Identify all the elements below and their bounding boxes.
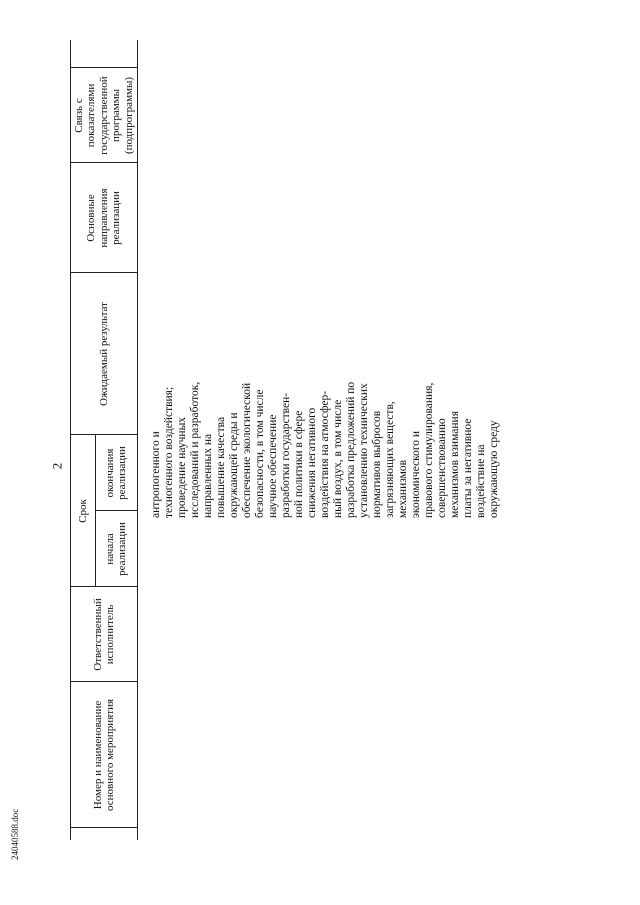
blank-cell-end <box>71 40 138 68</box>
rotated-table-header <box>70 40 156 840</box>
footer-code: 24040588.doc <box>10 808 20 860</box>
result-line: обеспечение экологической <box>241 382 253 518</box>
result-line: загрязняющих веществ, <box>384 401 396 518</box>
result-line: платы за негативное <box>462 418 474 518</box>
result-line: ной политики в сфере <box>293 410 305 518</box>
header-expected-result: Ожидаемый результат <box>71 273 138 435</box>
result-line: механизмов <box>397 459 409 518</box>
result-line: окружающей среды и <box>228 412 240 518</box>
result-line: разработки государствен- <box>280 392 292 518</box>
result-line: проведение научных <box>176 416 188 518</box>
result-line: направленных на <box>202 433 214 518</box>
result-line: антропогенного и <box>150 431 162 518</box>
header-directions: Основные направления реализации <box>71 163 138 273</box>
result-line: научное обеспечение <box>267 414 279 518</box>
blank-cell <box>71 828 138 840</box>
result-line: правового стимулирования, <box>423 382 435 518</box>
header-number-name: Номер и наименование основного мероприятия <box>71 682 138 828</box>
result-line: механизмов взимания <box>449 411 461 518</box>
result-line: ный воздух, в том числе <box>332 399 344 518</box>
page-number: 2 <box>49 462 65 470</box>
header-start: начала реализации <box>95 511 137 587</box>
result-line: безопасности, в том числе <box>254 389 266 518</box>
header-term: Срок <box>71 435 96 587</box>
header-link-indicators: Связь с показателями государственной программы (подпрограммы) <box>71 68 138 163</box>
header-end: окончания реализации <box>95 435 137 511</box>
header-table <box>70 40 138 840</box>
header-responsible: Ответственный исполнитель <box>71 587 138 682</box>
result-line: экономического и <box>410 430 422 518</box>
result-line: установлению технических <box>358 383 370 518</box>
result-line: техногенного воздействия; <box>163 386 175 518</box>
result-line: окружающую среду <box>488 420 500 518</box>
result-line: разработка предложений по <box>345 381 357 518</box>
result-line: повышение качества <box>215 416 227 518</box>
result-line: снижения негативного <box>306 407 318 518</box>
result-line: исследований и разработок, <box>189 381 201 518</box>
result-line: совершенствованию <box>436 418 448 518</box>
result-line: воздействие на <box>475 444 487 518</box>
result-line: воздействия на атмосфер- <box>319 390 331 518</box>
result-line: нормативов выбросов <box>371 410 383 518</box>
